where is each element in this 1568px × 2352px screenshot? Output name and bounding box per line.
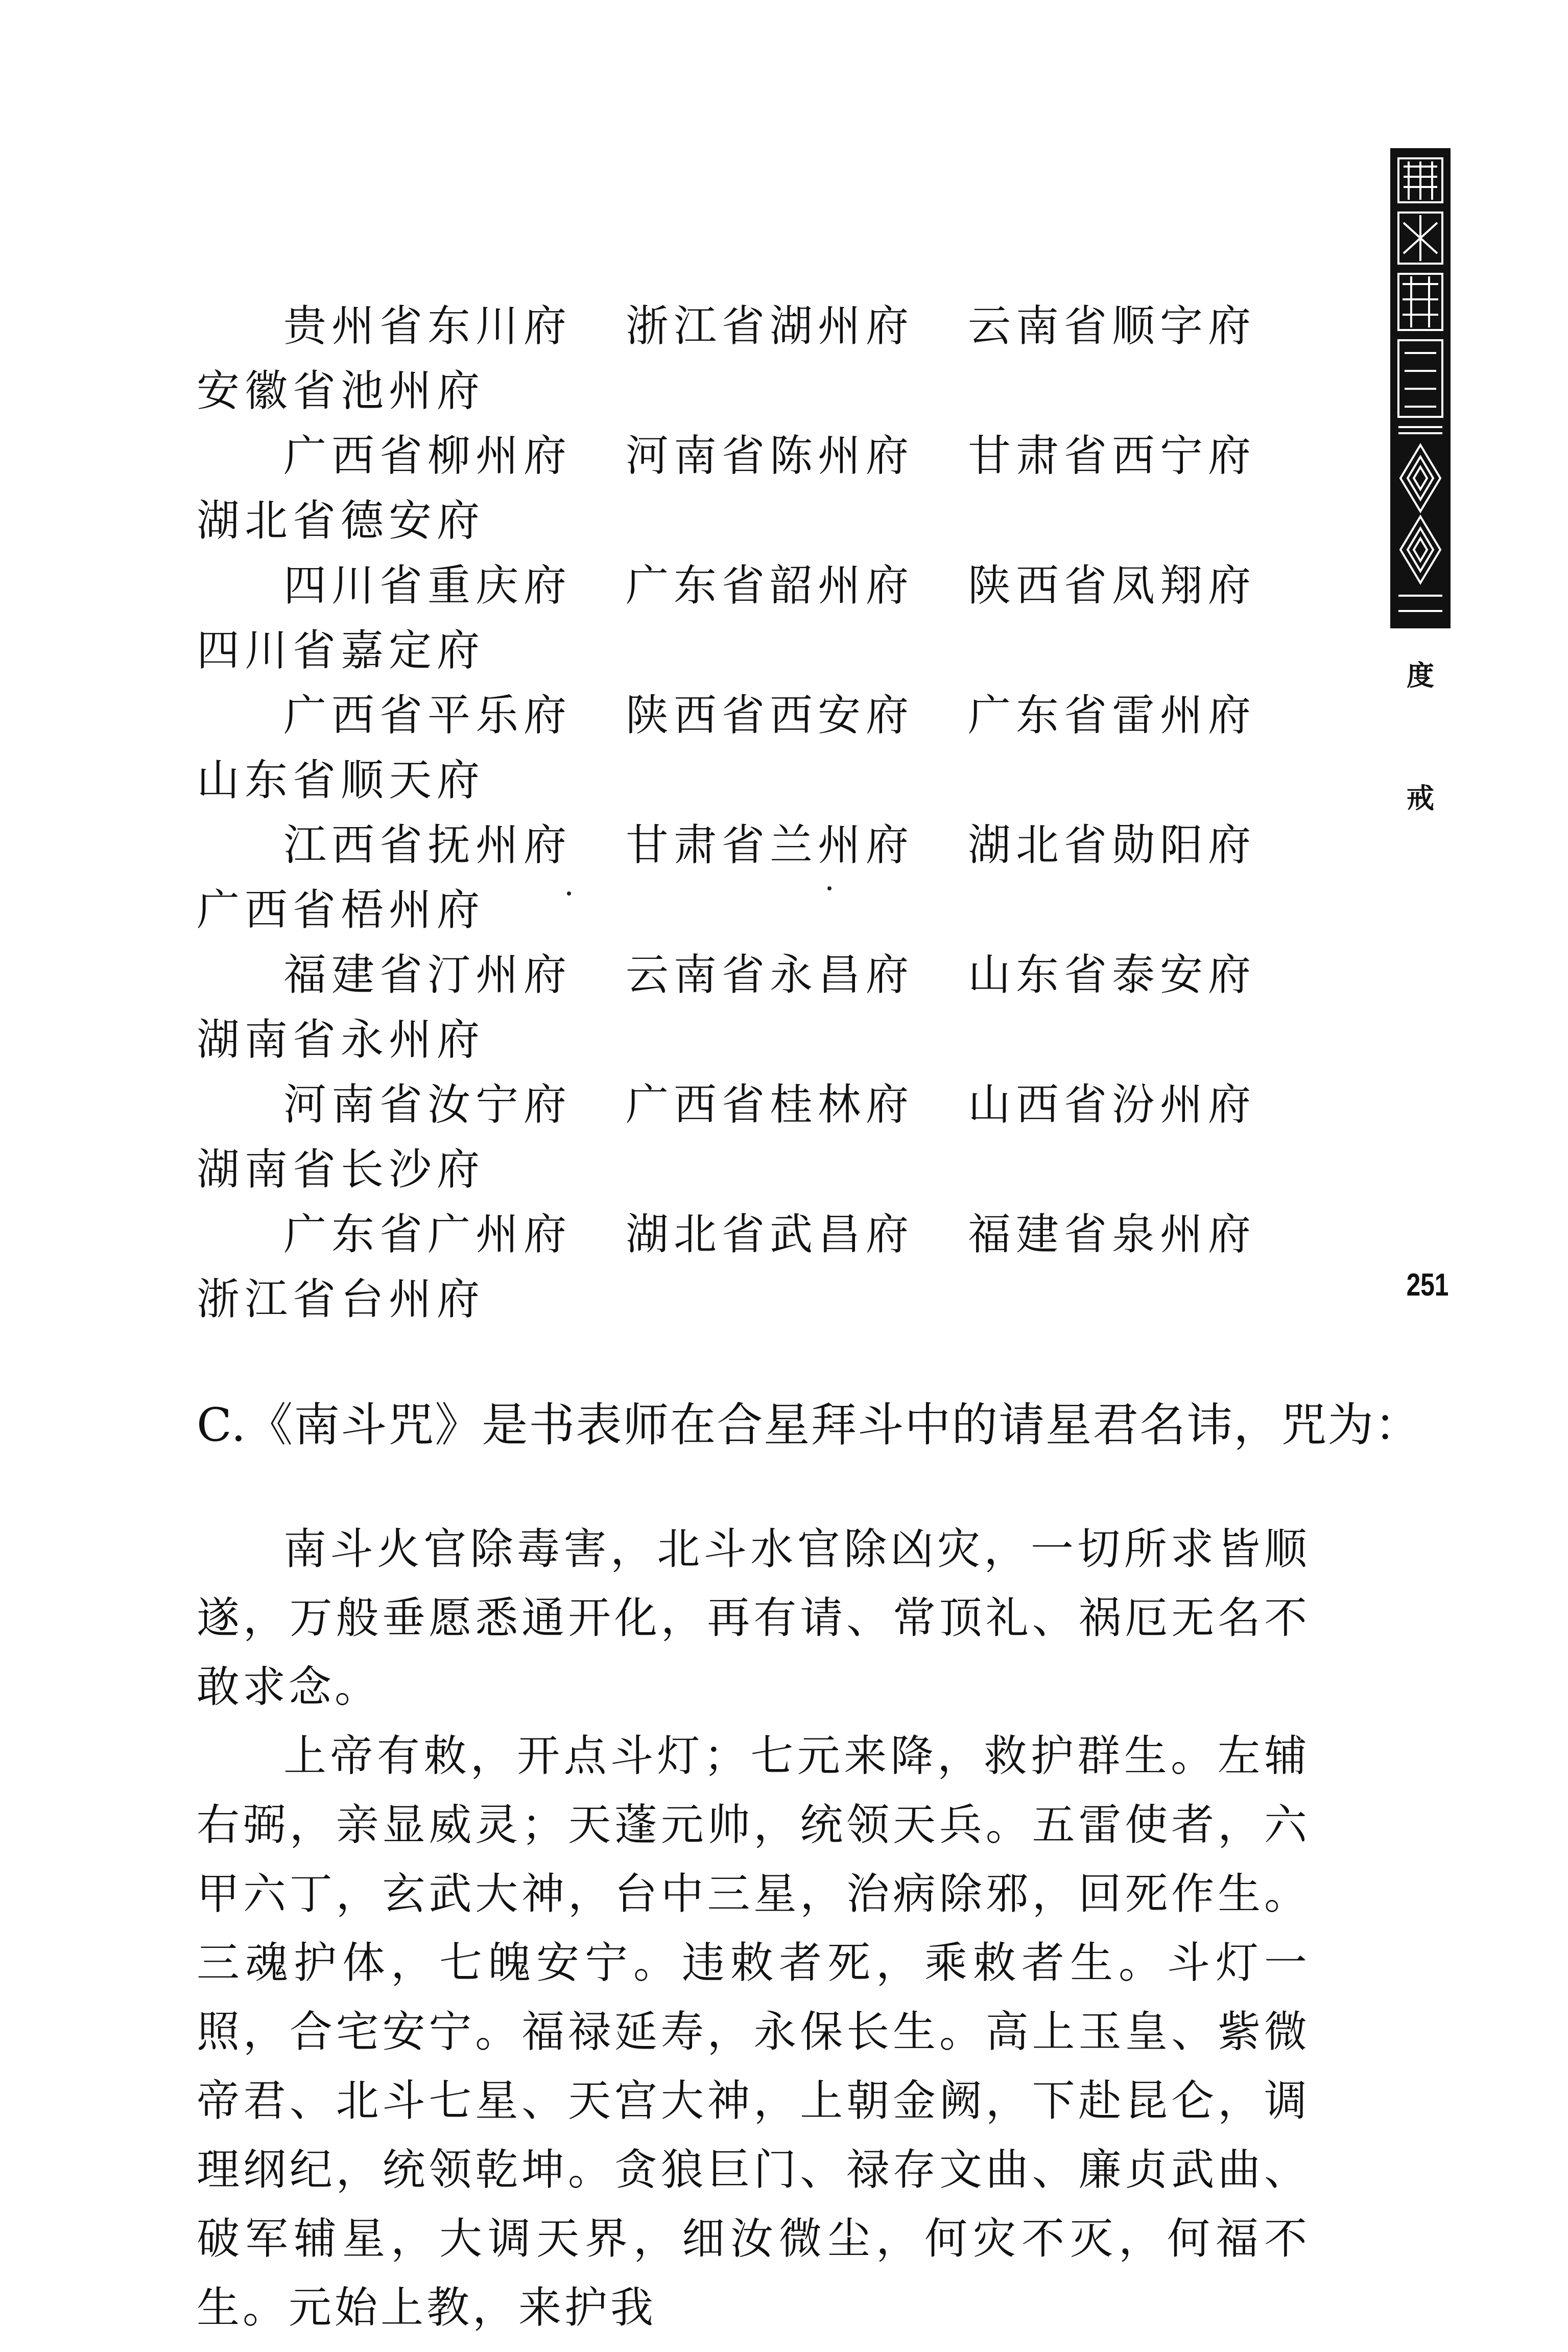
- place-row: [197, 943, 1320, 1072]
- place-row: [197, 1202, 1320, 1332]
- place-name: 陕西省凤翔府: [968, 560, 1256, 610]
- place-name: 四川省嘉定府: [197, 625, 485, 675]
- place-name: 河南省汝宁府: [283, 1079, 572, 1130]
- place-name: 湖南省长沙府: [197, 1144, 485, 1194]
- place-row: [197, 424, 1320, 553]
- place-name: 广西省平乐府: [283, 690, 572, 740]
- place-name: 甘肃省兰州府: [626, 820, 914, 870]
- place-name: 江西省抚州府: [283, 820, 572, 870]
- place-name: 陕西省西安府: [626, 690, 914, 740]
- place-name: 山东省顺天府: [197, 755, 485, 805]
- place-name: 山西省汾州府: [968, 1079, 1256, 1130]
- place-name: 浙江省台州府: [197, 1274, 485, 1324]
- side-tab-char: 度: [1407, 659, 1434, 692]
- side-tab-ornament: [1390, 148, 1451, 628]
- place-name: 四川省重庆府: [283, 560, 572, 610]
- place-list: [197, 294, 1320, 1332]
- paragraph: 上帝有敕，开点斗灯；七元来降，救护群生。左辅右弼，亲显威灵；天蓬元帅，统领天兵。五雷使者，六甲六丁，玄武大神，台中三星，治病除邪，回死作生。三魂护体，七魄安宁。违敕者死，乘敕者生。斗灯一照，合宅安宁。福禄延寿，永保长生。高上玉皇、紫微帝君、北斗七星、天宫大神，上朝金阙，下赴昆仑，调理纲纪，统领乾坤。贪狼巨门、禄存文曲、廉贞武曲、破军辅星，大调天界，细汝微尘，何灾不灭，何福不生。元始上教，来护我: [197, 1731, 1310, 2333]
- place-name: 贵州省东川府: [283, 301, 572, 351]
- place-name: 湖北省武昌府: [626, 1209, 914, 1259]
- place-row: [197, 553, 1320, 683]
- place-name: 安徽省池州府: [197, 366, 485, 416]
- side-tab-char: 戒: [1407, 782, 1434, 814]
- place-row: [197, 1072, 1320, 1202]
- place-name: 甘肃省西宁府: [968, 431, 1256, 481]
- place-name: 湖北省德安府: [197, 496, 485, 546]
- place-row: [197, 813, 1320, 943]
- place-name: 福建省汀州府: [283, 950, 572, 1000]
- place-name: 山东省泰安府: [968, 950, 1256, 1000]
- place-name: 云南省顺字府: [968, 301, 1256, 351]
- section-heading: C.《南斗咒》是书表师在合星拜斗中的请星君名讳，咒为：: [197, 1398, 1422, 1452]
- ornament-pattern-icon: [1393, 151, 1447, 625]
- page-number: 251: [1406, 1267, 1449, 1303]
- place-name: 云南省永昌府: [626, 950, 914, 1000]
- place-name: 广西省桂林府: [626, 1079, 914, 1130]
- print-speck: [567, 891, 571, 896]
- place-name: 河南省陈州府: [626, 431, 914, 481]
- place-name: 福建省泉州府: [968, 1209, 1256, 1259]
- place-name: 广东省韶州府: [626, 560, 914, 610]
- place-name: 湖北省勋阳府: [968, 820, 1256, 870]
- print-speck: [827, 886, 831, 890]
- body-text: [197, 1515, 1310, 2342]
- place-name: 广西省梧州府: [197, 885, 485, 935]
- place-name: 湖南省永州府: [197, 1015, 485, 1065]
- place-row: [197, 683, 1320, 813]
- place-name: 广西省柳州府: [283, 431, 572, 481]
- place-name: 浙江省湖州府: [626, 301, 914, 351]
- place-row: [197, 294, 1320, 424]
- paragraph: 南斗火官除毒害，北斗水官除凶灾，一切所求皆顺遂，万般垂愿悉通开化，再有请、常顶礼、祸厄无名不敢求念。: [197, 1524, 1310, 1712]
- place-name: 广东省广州府: [283, 1209, 572, 1259]
- place-name: 广东省雷州府: [968, 690, 1256, 740]
